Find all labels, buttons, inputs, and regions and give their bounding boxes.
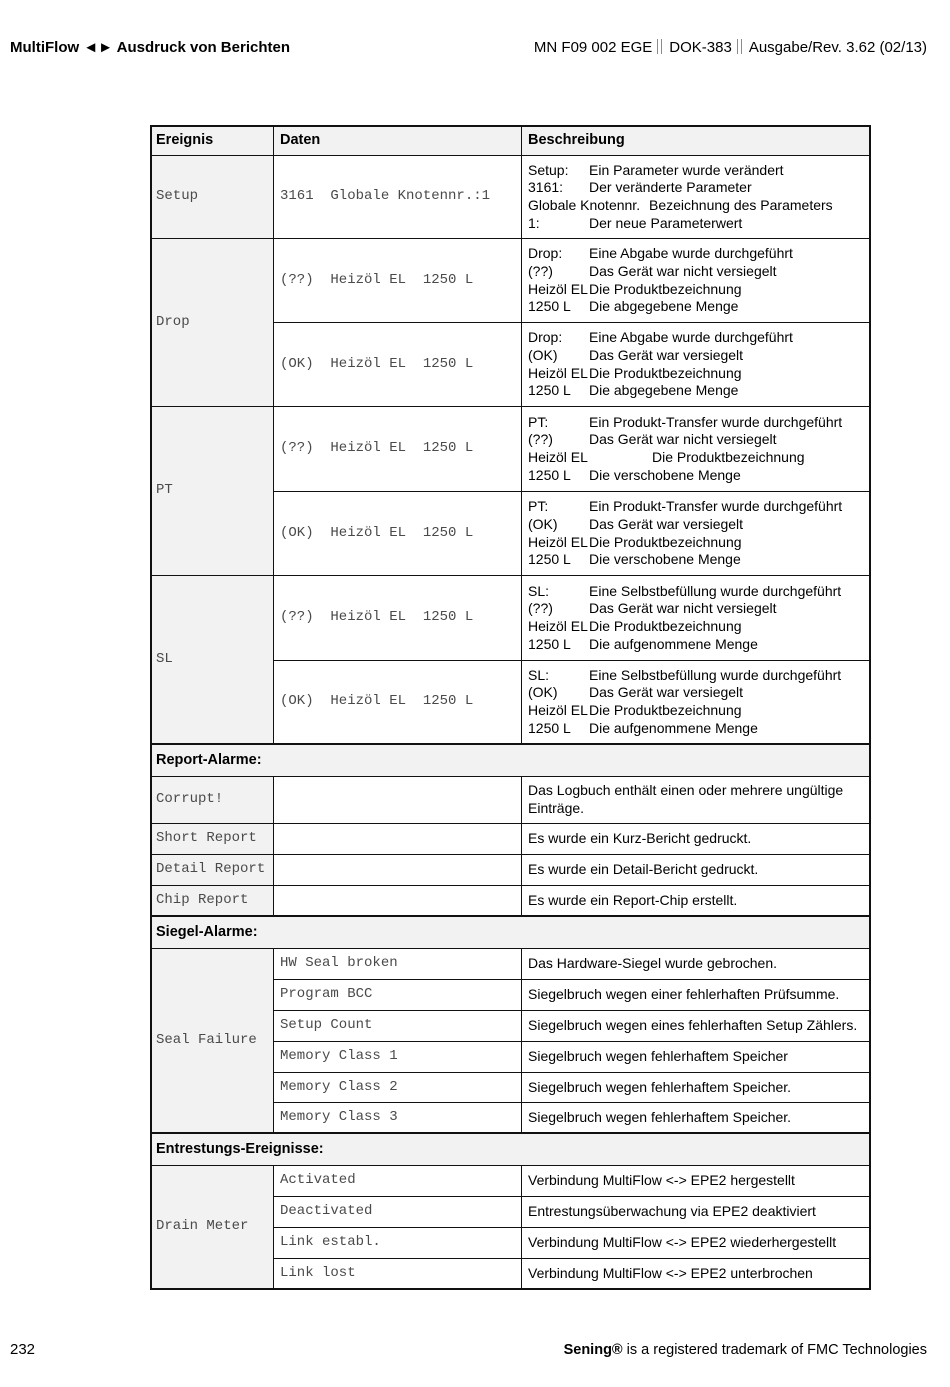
data-cell: (OK) Heizöl EL 1250 L — [274, 492, 522, 576]
description-text: Die Produktbezeichnung — [652, 449, 805, 465]
data-cell-empty — [274, 777, 522, 824]
description-text: Bezeichnung des Parameters — [649, 197, 833, 213]
description-cell — [522, 576, 871, 661]
description-line — [528, 636, 865, 654]
data-cell: (??) Heizöl EL 1250 L — [274, 239, 522, 323]
event-chip-report: Chip Report — [152, 886, 274, 917]
description-line — [528, 414, 865, 432]
description-text: Die Produktbezeichnung — [589, 533, 742, 550]
description-cell: Siegelbruch wegen eines fehlerhaften Setup Zählers. — [522, 1011, 871, 1042]
description-line — [528, 215, 865, 233]
description-cell — [522, 777, 871, 824]
description-line — [528, 179, 865, 197]
description-line — [528, 245, 865, 263]
data-cell: Link lost — [274, 1259, 522, 1290]
description-text: Eine Selbstbefüllung wurde durchgeführt — [589, 666, 842, 683]
description-text: Eine Selbstbefüllung wurde durchgeführt — [589, 582, 842, 599]
description-line — [528, 298, 865, 316]
column-header-daten: Daten — [274, 127, 522, 156]
description-key: 1250 L — [528, 298, 571, 315]
description-line — [528, 534, 865, 552]
data-cell: Deactivated — [274, 1197, 522, 1228]
data-cell: (??) Heizöl EL 1250 L — [274, 576, 522, 661]
running-header-meta — [534, 39, 927, 57]
event-drop: Drop — [152, 239, 274, 407]
page-number: 232 — [10, 1341, 36, 1358]
description-key: SL: — [528, 666, 550, 683]
description-line — [528, 197, 865, 215]
event-seal-failure: Seal Failure — [152, 949, 274, 1134]
data-cell-empty — [274, 824, 522, 855]
description-key: (OK) — [528, 515, 558, 532]
description-key: Setup: — [528, 161, 569, 178]
description-line — [528, 551, 865, 569]
trademark-brand: Sening® — [563, 1342, 623, 1358]
description-cell: Das Hardware-Siegel wurde gebrochen. — [522, 949, 871, 980]
data-cell-empty — [274, 855, 522, 886]
description-text: Das Gerät war nicht versiegelt — [589, 262, 777, 279]
event-drain-meter: Drain Meter — [152, 1166, 274, 1290]
description-cell: Verbindung MultiFlow <-> EPE2 wiederhergestellt — [522, 1228, 871, 1259]
description-text: Das Gerät war nicht versiegelt — [589, 431, 777, 448]
description-cell: Verbindung MultiFlow <-> EPE2 unterbrochen — [522, 1259, 871, 1290]
description-cell — [522, 492, 871, 576]
data-cell: (??) Heizöl EL 1250 L — [274, 407, 522, 492]
description-text: Die aufgenommene Menge — [589, 635, 758, 652]
description-key: Heizöl EL — [528, 533, 588, 550]
description-key: Heizöl EL — [528, 702, 588, 718]
description-cell — [522, 156, 871, 239]
description-line — [528, 347, 865, 365]
description-text: Die Produktbezeichnung — [589, 618, 742, 634]
document-number: MN F09 002 EGE — [533, 39, 653, 56]
description-text: Das Gerät war nicht versiegelt — [589, 600, 777, 617]
data-cell: Program BCC — [274, 980, 522, 1011]
data-cell-empty — [274, 886, 522, 917]
description-cell: Es wurde ein Report-Chip erstellt. — [522, 886, 871, 917]
description-cell: Siegelbruch wegen fehlerhaftem Speicher — [522, 1042, 871, 1073]
description-text: Ein Produkt-Transfer wurde durchgeführt — [589, 498, 843, 515]
description-text: Die verschobene Menge — [589, 466, 741, 483]
description-cell: Siegelbruch wegen fehlerhaftem Speicher. — [522, 1073, 871, 1103]
description-text: Die Produktbezeichnung — [589, 364, 742, 381]
description-key: 3161: — [528, 179, 564, 196]
description-line — [528, 667, 865, 685]
description-text: Eine Abgabe wurde durchgeführt — [589, 329, 793, 346]
description-key: 1250 L — [528, 635, 571, 652]
description-key: PT: — [528, 498, 549, 515]
event-sl: SL — [152, 576, 274, 745]
description-key: (OK) — [528, 684, 558, 701]
description-line — [528, 467, 865, 485]
description-line — [528, 449, 865, 467]
revision: Ausgabe/Rev. 3.62 (02/13) — [748, 39, 927, 56]
section-report-alarms: Report-Alarme: — [152, 745, 871, 777]
description-line — [528, 720, 865, 738]
description-text: Das Gerät war versiegelt — [589, 684, 744, 701]
description-text: Der veränderte Parameter — [589, 179, 752, 196]
description-line — [528, 263, 865, 281]
description-cell: Es wurde ein Detail-Bericht gedruckt. — [522, 855, 871, 886]
event-corrupt: Corrupt! — [152, 777, 274, 824]
event-pt: PT — [152, 407, 274, 576]
description-text: Die verschobene Menge — [589, 551, 741, 568]
description-key: (??) — [528, 600, 553, 617]
data-cell: (OK) Heizöl EL 1250 L — [274, 323, 522, 407]
description-key: Globale Knotennr. — [528, 197, 641, 213]
description-cell: Siegelbruch wegen einer fehlerhaften Prüfsumme. — [522, 980, 871, 1011]
data-cell: HW Seal broken — [274, 949, 522, 980]
description-cell — [522, 239, 871, 323]
description-key: 1250 L — [528, 719, 571, 736]
header-separator — [657, 39, 662, 54]
column-header-beschreibung: Beschreibung — [522, 127, 871, 156]
description-line — [528, 618, 865, 636]
description-key: Heizöl EL — [528, 449, 588, 465]
description-line — [528, 600, 865, 618]
data-cell: Setup Count — [274, 1011, 522, 1042]
description-cell: Verbindung MultiFlow <-> EPE2 hergestellt — [522, 1166, 871, 1197]
description-text: Die abgegebene Menge — [589, 382, 739, 399]
running-header-title: MultiFlow ◄► Ausdruck von Berichten — [10, 39, 290, 56]
description-text: Die Produktbezeichnung — [589, 702, 742, 718]
data-cell: Memory Class 3 — [274, 1103, 522, 1134]
description-key: Heizöl EL — [528, 618, 588, 634]
description-text: Das Gerät war versiegelt — [589, 346, 744, 363]
description-line — [528, 382, 865, 400]
description-text: Das Gerät war versiegelt — [589, 515, 744, 532]
description-text: Die aufgenommene Menge — [589, 719, 758, 736]
description-key: Heizöl EL — [528, 364, 588, 381]
description-line — [528, 702, 865, 720]
event-short-report: Short Report — [152, 824, 274, 855]
data-cell: (OK) Heizöl EL 1250 L — [274, 661, 522, 745]
description-key: 1: — [528, 214, 540, 231]
description-key: (OK) — [528, 346, 558, 363]
description-line — [528, 583, 865, 601]
trademark-text: is a registered trademark of FMC Technologies — [626, 1342, 927, 1358]
data-cell: Link establ. — [274, 1228, 522, 1259]
header-separator — [737, 39, 742, 54]
data-cell: Memory Class 1 — [274, 1042, 522, 1073]
document-id: DOK-383 — [669, 39, 732, 56]
description-line — [528, 365, 865, 383]
section-seal-alarms: Siegel-Alarme: — [152, 917, 871, 949]
description-key: 1250 L — [528, 551, 571, 568]
data-cell: 3161 Globale Knotennr.:1 — [274, 156, 522, 239]
description-text: Die Produktbezeichnung — [589, 280, 742, 297]
description-cell — [522, 661, 871, 745]
description-key: Heizöl EL — [528, 280, 588, 297]
description-line — [528, 516, 865, 534]
description-line — [528, 162, 865, 180]
description-text: Ein Parameter wurde verändert — [589, 161, 784, 178]
description-key: Drop: — [528, 329, 563, 346]
description-cell: Es wurde ein Kurz-Bericht gedruckt. — [522, 824, 871, 855]
description-line — [528, 329, 865, 347]
event-table — [150, 125, 871, 1290]
description-line — [528, 498, 865, 516]
description-key: SL: — [528, 582, 550, 599]
description-key: (??) — [528, 431, 553, 448]
description-key: Drop: — [528, 245, 563, 262]
description-cell: Entrestungsüberwachung via EPE2 deaktiviert — [522, 1197, 871, 1228]
description-text: Der neue Parameterwert — [589, 214, 743, 231]
event-detail-report: Detail Report — [152, 855, 274, 886]
description-key: (??) — [528, 262, 553, 279]
description-key: 1250 L — [528, 466, 571, 483]
description-key: PT: — [528, 413, 549, 430]
data-cell: Activated — [274, 1166, 522, 1197]
description-text: Ein Produkt-Transfer wurde durchgeführt — [589, 413, 843, 430]
data-cell: Memory Class 2 — [274, 1073, 522, 1103]
description-line — [528, 281, 865, 299]
description-cell — [522, 323, 871, 407]
description-line — [528, 431, 865, 449]
section-drain-events: Entrestungs-Ereignisse: — [152, 1134, 871, 1166]
description-cell — [522, 407, 871, 492]
description-line — [528, 684, 865, 702]
description-key: 1250 L — [528, 382, 571, 399]
column-header-ereignis: Ereignis — [152, 127, 274, 156]
description-text: Das Logbuch enthält einen oder mehrere ungültige Einträge. — [528, 782, 844, 816]
description-text: Eine Abgabe wurde durchgeführt — [589, 245, 793, 262]
event-setup: Setup — [152, 156, 274, 239]
description-cell: Siegelbruch wegen fehlerhaftem Speicher. — [522, 1103, 871, 1134]
trademark-notice — [564, 1341, 927, 1359]
description-text: Die abgegebene Menge — [589, 298, 739, 315]
